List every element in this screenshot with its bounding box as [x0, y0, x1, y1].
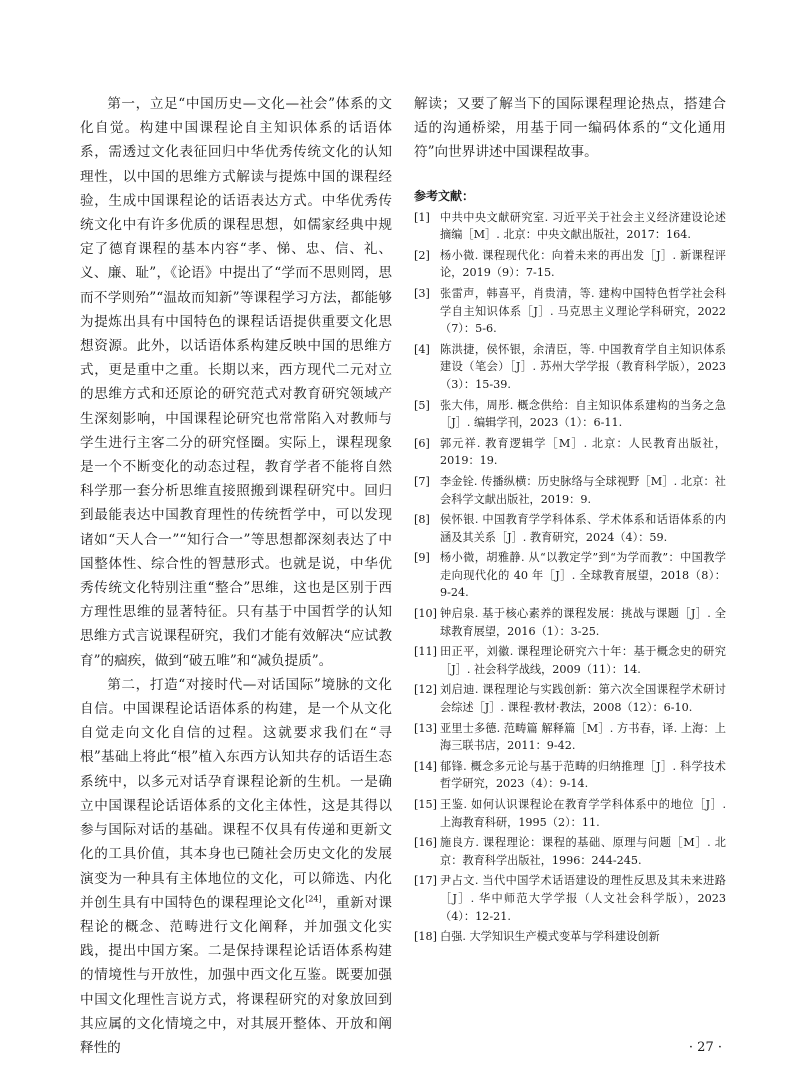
reference-number: [14]: [414, 759, 437, 773]
reference-text: 亚里士多德. 范畴篇 解释篇［M］. 方书春，译. 上海：上海三联书店，2011：9-42.: [440, 721, 726, 753]
reference-number: [13]: [414, 721, 437, 735]
reference-text: 杨小微，胡雅静. 从“以教定学”到“为学而教”：中国教学走向现代化的 40 年［J］. 全球教育展望，2018（8）：9-24.: [440, 551, 726, 600]
reference-item: [414, 643, 726, 678]
body-paragraph-2: [80, 673, 392, 1060]
reference-number: [18]: [414, 930, 437, 944]
reference-item: [414, 796, 726, 831]
reference-number: [7]: [414, 474, 430, 488]
reference-number: [12]: [414, 683, 437, 697]
references-heading: 参考文献：: [414, 188, 475, 203]
reference-text: 田正平，刘徽. 课程理论研究六十年：基于概念史的研究［J］. 社会科学战线，2009（11）：14.: [440, 645, 726, 676]
reference-text: 王鉴. 如何认识课程论在教育学学科体系中的地位［J］. 上海教育科研，1995（2）：11.: [440, 798, 726, 829]
reference-text: 陈洪捷，侯怀银，余清臣，等. 中国教育学自主知识体系建设（笔会）［J］. 苏州大学学报（教育科学版），2023（3）：15-39.: [440, 342, 726, 391]
reference-item: [414, 928, 726, 946]
citation-superscript: [24]: [305, 894, 322, 904]
reference-item: [414, 285, 726, 338]
reference-item: [414, 511, 726, 546]
reference-item: [414, 209, 726, 244]
reference-item: [414, 872, 726, 925]
reference-text: 施良方. 课程理论：课程的基础、原理与问题［M］. 北京：教育科学出版社，1996：244-245.: [440, 836, 726, 867]
reference-text: 张大伟，周彤. 概念供给：自主知识体系建构的当务之急［J］. 编辑学刊，2023（1）：6-11.: [440, 398, 726, 430]
reference-item: [414, 834, 726, 869]
body-paragraph-2-part-b: ，重新对课程论的概念、范畴进行文化阐释，并加强文化实践，提出中国方案。二是保持课程论话语体系构建的情境性与开放性，加强中西文化互鉴。既要加强中国文化理性言说方式，将课程研究的对象放回到其应属的文化情境之中，对其展开整体、开放和阐释性的: [80, 894, 393, 1056]
reference-item: [414, 247, 726, 282]
reference-item: [414, 758, 726, 793]
reference-item: [414, 605, 726, 640]
body-paragraph-continuation: 解读；又要了解当下的国际课程理论热点，搭建合适的沟通桥梁，用基于同一编码体系的“文化通用符”向世界讲述中国课程故事。: [414, 96, 726, 161]
reference-text: 李金铨. 传播纵横：历史脉络与全球视野［M］. 北京：社会科学文献出版社，2019：9.: [440, 474, 726, 506]
reference-text: 刘启迪. 课程理论与实践创新：第六次全国课程学术研讨会综述［J］. 课程·教材·教法，2008（12）：6-10.: [440, 683, 726, 715]
reference-number: [10]: [414, 607, 437, 621]
reference-number: [9]: [414, 551, 430, 565]
reference-item: [414, 549, 726, 602]
reference-list: [414, 209, 726, 946]
reference-text: 郁锋. 概念多元论与基于范畴的归纳推理［J］. 科学技术哲学研究，2023（4）：9-14.: [440, 759, 726, 791]
reference-number: [3]: [414, 286, 430, 300]
reference-text: 白强. 大学知识生产模式变革与学科建设创新: [440, 930, 660, 944]
page-number: · 27 ·: [688, 1040, 722, 1055]
reference-number: [4]: [414, 342, 430, 356]
left-column: [80, 92, 392, 1060]
reference-number: [1]: [414, 210, 430, 224]
reference-item: [414, 341, 726, 394]
reference-number: [5]: [414, 398, 430, 412]
reference-number: [8]: [414, 513, 430, 527]
body-paragraph-2-part-a: 第二，打造“对接时代—对话国际”境脉的文化自信。中国课程论话语体系的构建，是一个从文化自觉走向文化自信的过程。这就要求我们在“寻根”基础上将此“根”植入东西方认知共存的话语生态系统中，以多元对话孕育课程论新的生机。一是确立中国课程论话语体系的文化主体性，这是其得以参与国际对话的基础。课程不仅具有传递和更新文化的工具价值，其本身也已随社会历史文化的发展演变为一种具有主体地位的文化，可以筛选、内化并创生具有中国特色的课程理论文化: [80, 676, 392, 911]
reference-item: [414, 397, 726, 432]
right-column: [414, 92, 726, 949]
reference-text: 侯怀银. 中国教育学学科体系、学术体系和话语体系的内涵及其关系［J］. 教育研究，2024（4）：59.: [440, 513, 726, 544]
reference-text: 郭元祥. 教育逻辑学［M］. 北京：人民教育出版社，2019：19.: [440, 436, 726, 468]
reference-text: 尹占文. 当代中国学术话语建设的理性反思及其未来进路［J］. 华中师范大学学报（人文社会科学版），2023（4）：12-21.: [440, 874, 726, 923]
reference-text: 张雷声，韩喜平，肖贵清，等. 建构中国特色哲学社会科学自主知识体系［J］. 马克思主义理论学科研究，2022（7）：5-6.: [440, 286, 726, 336]
reference-item: [414, 681, 726, 716]
reference-text: 杨小微. 课程现代化：向着未来的再出发［J］. 新课程评论，2019（9）：7-15.: [440, 248, 726, 280]
reference-number: [2]: [414, 248, 430, 262]
body-paragraph-1: 第一，立足“中国历史—文化—社会”体系的文化自觉。构建中国课程论自主知识体系的话语体系，需透过文化表征回归中华优秀传统文化的认知理性，以中国的思维方式解读与提炼中国的课程经验，生成中国课程论的话语表达方式。中华优秀传统文化中有许多优质的课程思想，如儒家经典中规定了德育课程的基本内容“孝、悌、忠、信、礼、义、廉、耻”，《论语》中提出了“学而不思则罔，思而不学则殆”“温故而知新”等课程学习方法，都能够为提炼出具有中国特色的课程话语提供重要文化思想资源。此外，以话语体系构建反映中国的思维方式，更是重中之重。长期以来，西方现代二元对立的思维方式和还原论的研究范式对教育研究领域产生深刻影响，中国课程论研究也常常陷入对教师与学生进行主客二分的研究怪圈。实际上，课程现象是一个不断变化的动态过程，教育学者不能将自然科学那一套分析思维直接照搬到课程研究中。回归到最能表达中国教育理性的传统哲学中，可以发现诸如“天人合一”“知行合一”等思想都深刻表达了中国整体性、综合性的智慧形式。也就是说，中华优秀传统文化特别注重“整合”思维，这也是区别于西方理性思维的显著特征。只有基于中国哲学的认知思维方式言说课程研究，我们才能有效解决“应试教育”的痼疾，做到“破五唯”和“减负提质”。: [80, 96, 392, 669]
reference-item: [414, 435, 726, 470]
reference-item: [414, 720, 726, 755]
reference-number: [11]: [414, 645, 437, 659]
reference-text: 钟启泉. 基于核心素养的课程发展：挑战与课题［J］. 全球教育展望，2016（1）：3-25.: [440, 607, 726, 638]
reference-text: 中共中央文献研究室. 习近平关于社会主义经济建设论述摘编［M］. 北京：中央文献出版社，2017：164.: [440, 210, 726, 242]
reference-number: [15]: [414, 798, 437, 812]
reference-item: [414, 473, 726, 508]
reference-number: [16]: [414, 836, 437, 850]
reference-number: [17]: [414, 874, 437, 888]
reference-number: [6]: [414, 436, 430, 450]
